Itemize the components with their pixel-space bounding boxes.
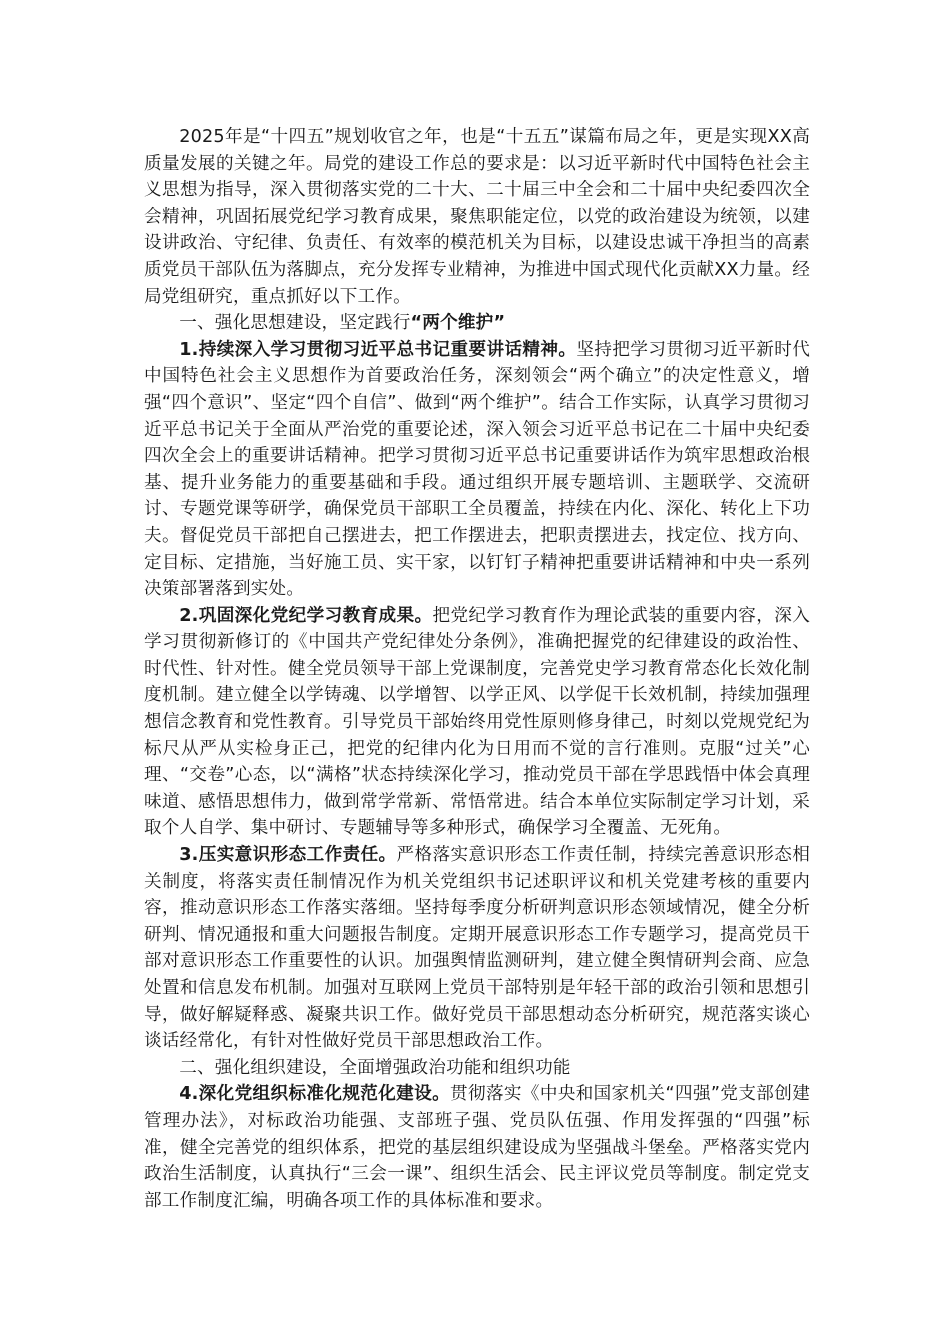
section-1-heading	[144, 310, 810, 337]
item-3-paragraph	[144, 842, 810, 1055]
item-4-body: 贯彻落实《中央和国家机关“四强”党支部创建管理办法》，对标政治功能强、支部班子强、党员队伍强、作用发挥强的“四强”标准，健全完善党的组织体系，把党的基层组织建设成为坚强战斗堡垒。严格落实党内政治生活制度，认真执行“三会一课”、组织生活会、民主评议党员等制度。制定党支部工作制度汇编，明确各项工作的具体标准和要求。	[144, 1084, 810, 1211]
section-1-heading-text: 一、强化思想建设，坚定践行	[179, 313, 411, 334]
item-3-body: 严格落实意识形态工作责任制，持续完善意识形态相关制度，将落实责任制情况作为机关党组织书记述职评议和机关党建考核的重要内容，推动意识形态工作落实落细。坚持每季度分析研判意识形态领域情况，健全分析研判、情况通报和重大问题报告制度。定期开展意识形态工作专题学习，提高党员干部对意识形态工作重要性的认识。加强舆情监测研判，建立健全舆情研判会商、应急处置和信息发布机制。加强对互联网上党员干部特别是年轻干部的政治引领和思想引导，做好解疑释惑、凝聚共识工作。做好党员干部思想动态分析研究，规范落实谈心谈话经常化，有针对性做好党员干部思想政治工作。	[144, 845, 811, 1052]
item-4-title: 4.深化党组织标准化规范化建设。	[179, 1084, 451, 1105]
section-1-heading-emphasis: “两个维护”	[410, 313, 506, 334]
item-2-title: 2.巩固深化党纪学习教育成果。	[179, 605, 433, 626]
item-1-body: 坚持把学习贯彻习近平新时代中国特色社会主义思想作为首要政治任务，深刻领会“两个确立”的决定性意义，增强“四个意识”、坚定“四个自信”、做到“两个维护”。结合工作实际，认真学习贯彻习近平总书记关于全面从严治党的重要论述，深入领会习近平总书记在二十届中央纪委四次全会上的重要讲话精神。把学习贯彻习近平总书记重要讲话作为筑牢思想政治根基、提升业务能力的重要基础和手段。通过组织开展专题培训、主题联学、交流研讨、专题党课等研学，确保党员干部职工全员覆盖，持续在内化、深化、转化上下功夫。督促党员干部把自己摆进去，把工作摆进去，把职责摆进去，找定位、找方向、定目标、定措施，当好施工员、实干家，以钉钉子精神把重要讲话精神和中央一系列决策部署落到实处。	[144, 339, 810, 600]
intro-paragraph: 2025年是“十四五”规划收官之年，也是“十五五”谋篇布局之年，更是实现XX高质量发展的关键之年。局党的建设工作总的要求是：以习近平新时代中国特色社会主义思想为指导，深入贯彻落实党的二十大、二十届三中全会和二十届中央纪委四次全会精神，巩固拓展党纪学习教育成果，聚焦职能定位，以党的政治建设为统领，以建设讲政治、守纪律、负责任、有效率的模范机关为目标，以建设忠诚干净担当的高素质党员干部队伍为落脚点，充分发挥专业精神，为推进中国式现代化贡献XX力量。经局党组研究，重点抓好以下工作。	[144, 127, 810, 307]
item-1-title: 1.持续深入学习贯彻习近平总书记重要讲话精神。	[179, 339, 577, 360]
section-2-heading: 二、强化组织建设，全面增强政治功能和组织功能	[179, 1057, 571, 1078]
item-1-paragraph	[144, 337, 810, 603]
document-page	[144, 124, 810, 1214]
item-2-body: 把党纪学习教育作为理论武装的重要内容，深入学习贯彻新修订的《中国共产党纪律处分条例》，准确把握党的纪律建设的政治性、时代性、针对性。健全党员领导干部上党课制度，完善党史学习教育常态化长效化制度机制。建立健全以学铸魂、以学增智、以学正风、以学促干长效机制，持续加强理想信念教育和党性教育。引导党员干部始终用党性原则修身律己，时刻以党规党纪为标尺从严从实检身正己，把党的纪律内化为日用而不觉的言行准则。克服“过关”心理、“交卷”心态，以“满格”状态持续深化学习，推动党员干部在学思践悟中体会真理味道、感悟思想伟力，做到常学常新、常悟常进。结合本单位实际制定学习计划，采取个人自学、集中研讨、专题辅导等多种形式，确保学习全覆盖、无死角。	[144, 605, 811, 839]
item-4-paragraph	[144, 1081, 810, 1214]
item-2-paragraph	[144, 603, 810, 842]
item-3-title: 3.压实意识形态工作责任。	[179, 845, 397, 866]
